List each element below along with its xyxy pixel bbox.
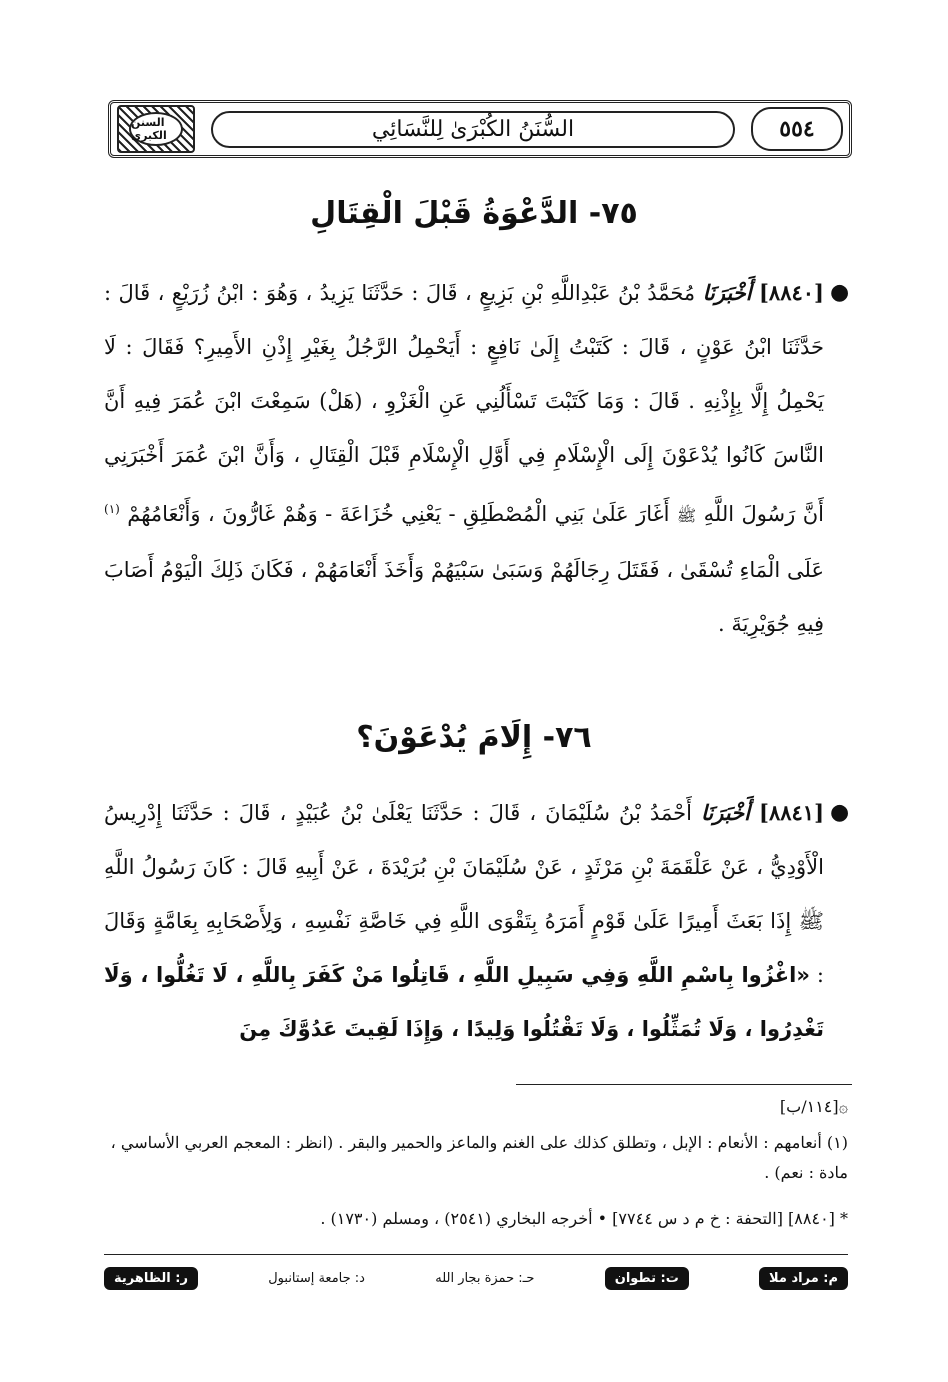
footnote-divider xyxy=(516,1084,852,1085)
hadith-text: أَحْمَدُ بْنُ سُلَيْمَانَ ، قَالَ : حَدَّثَنَا يَعْلَىٰ بْنُ عُبَيْدٍ ، قَالَ : حَدَّثَنَا إِدْرِيسُ الْأَوْدِيُّ ، عَنْ عَلْقَمَةَ بْنِ مَرْثَدٍ ، عَنْ سُلَيْمَانَ بْنِ بُرَيْدَةَ ، عَنْ أَبِيهِ قَالَ : كَانَ رَسُولُ اللَّهِ ﷺ إِذَا بَعَثَ أَمِيرًا عَلَىٰ قَوْمٍ أَمَرَهُ بِتَقْوَى اللَّهِ فِي خَاصَّةِ نَفْسِهِ ، وَلِأَصْحَابِهِ بِعَامَّةٍ وَقَالَ : xyxy=(104,801,824,987)
running-header xyxy=(108,100,852,158)
section-title-75: ٧٥- الدَّعْوَةُ قَبْلَ الْقِتَالِ xyxy=(310,196,638,231)
hadith-8841 xyxy=(104,786,824,1056)
hadith-text: عَلَى الْمَاءِ تُسْقَىٰ ، فَقَتَلَ رِجَالَهُمْ وَسَبَىٰ سَبْيَهُمْ وَأَخَذَ أَنْعَامَهُمْ ، فَكَانَ ذَلِكَ الْيَوْمُ أَصَابَ فِيهِ جُوَيْرِيَةَ . xyxy=(104,558,824,636)
section-title-76: ٧٦- إِلَامَ يُدْعَوْنَ؟ xyxy=(356,720,592,755)
narration-word: أَخْبَرَنَا xyxy=(702,280,752,305)
ornament-left xyxy=(117,105,195,153)
hadith-number: [٨٨٤١] xyxy=(759,800,824,825)
salutation-icon: ﷺ xyxy=(676,506,697,525)
siglum-r: ر: الظاهرية xyxy=(104,1267,198,1290)
narration-word: أَخْبَرَنَا xyxy=(700,800,750,825)
siglum-d: د: جامعة إستانبول xyxy=(268,1270,365,1286)
hadith-text: أَغَارَ عَلَىٰ بَنِي الْمُصْطَلِقِ - يَعْنِي خُزَاعَةَ - وَهُمْ غَارُّونَ ، وَأَنْعَامُهُمْ xyxy=(127,502,670,526)
folio-reference: ۞[١١٤/ب] xyxy=(779,1097,848,1116)
ornament-seal: السنن الكبرى xyxy=(129,112,183,146)
prophetic-speech: «اغْزُوا بِاسْمِ اللَّهِ وَفِي سَبِيلِ اللَّهِ ، قَاتِلُوا مَنْ كَفَرَ بِاللَّهِ ، لَا تَغُلُّوا ، وَلَا تَغْدِرُوا ، وَلَا تُمَثِّلُوا ، وَلَا تَقْتُلُوا وَلِيدًا ، وَإِذَا لَقِيتَ عَدُوَّكَ مِنَ xyxy=(104,963,824,1041)
bottom-divider xyxy=(104,1254,848,1255)
bullet-icon: ● xyxy=(830,800,850,825)
hadith-text: مُحَمَّدُ بْنُ عَبْدِاللَّهِ بْنِ بَزِيعٍ ، قَالَ : حَدَّثَنَا يَزِيدُ ، وَهُوَ : ابْنُ زُرَيْعٍ ، قَالَ : حَدَّثَنَا ابْنُ عَوْنٍ ، قَالَ : كَتَبْتُ إِلَىٰ نَافِعٍ : أَيَحْمِلُ الرَّجُلُ بِغَيْرِ إِذْنِ الأَمِيرِ؟ فَقَالَ : لَا يَحْمِلُ إِلَّا بِإِذْنِهِ . قَالَ : وَمَا كَتَبْتَ تَسْأَلُنِي عَنِ الْغَزْوِ ، (هَلْ) سَمِعْتَ ابْنَ عُمَرَ فِيهِ أَنَّ النَّاسَ كَانُوا يُدْعَوْنَ إِلَى الْإِسْلَامِ فِي أَوَّلِ الْإِسْلَامِ قَبْلَ الْقِتَالِ ، وَأَنَّ ابْنَ عُمَرَ أَخْبَرَنِي أَنَّ رَسُولَ اللَّهِ xyxy=(104,281,824,526)
page-number: ٥٥٤ xyxy=(751,107,843,151)
siglum-h: حـ: حمزة بجار الله xyxy=(435,1270,535,1286)
manuscript-sigla xyxy=(104,1264,848,1292)
siglum-t: ت: تطوان xyxy=(605,1267,689,1290)
hadith-8840 xyxy=(104,266,824,651)
siglum-m: م: مراد ملا xyxy=(759,1267,848,1290)
footnote-1: (١) أنعامهم : الأنعام : الإبل ، وتطلق كذلك على الغنم والماعز والحمير والبقر . (انظر : المعجم العربي الأساسي ، مادة : نعم) . xyxy=(110,1133,848,1182)
footnote-ref: (١) xyxy=(104,502,120,516)
hadith-number: [٨٨٤٠] xyxy=(758,280,824,305)
running-title: السُّنَنُ الكُبْرَىٰ لِلنَّسَائِي xyxy=(211,111,735,148)
takhrij-note: * [٨٨٤٠] [التحفة : خ م د س ٧٧٤٤] • أخرجه البخاري (٢٥٤١) ، ومسلم (١٧٣٠) . xyxy=(320,1209,848,1228)
bullet-icon: ● xyxy=(830,280,850,305)
